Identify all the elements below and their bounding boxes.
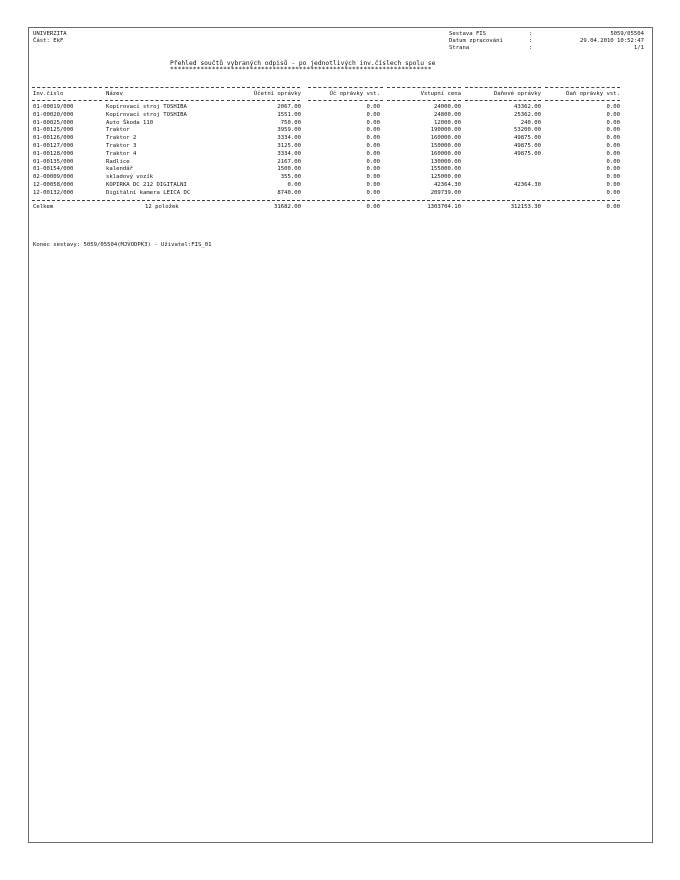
table-cell: Traktor 3 xyxy=(106,143,137,149)
column-rule xyxy=(308,87,383,88)
table-cell: 0.00 xyxy=(606,119,620,126)
table-cell: 0.00 xyxy=(366,158,380,165)
meta-label-date: Datum zpracování xyxy=(449,38,503,44)
total-value: 1303704.10 xyxy=(427,204,461,210)
column-rule xyxy=(227,100,300,101)
table-cell: 01-00135/000 xyxy=(33,158,74,165)
column-rule xyxy=(32,100,102,101)
org-unit: Část: EkF xyxy=(33,38,64,44)
table-cell: 0.00 xyxy=(366,166,380,173)
table-cell: 01-00125/000 xyxy=(33,127,74,134)
table-cell: 150000.00 xyxy=(430,143,461,149)
table-cell: 0.00 xyxy=(366,174,380,181)
table-cell: 43362.00 xyxy=(514,104,541,110)
table-cell: 125000.00 xyxy=(430,174,461,181)
column-rule xyxy=(227,87,300,88)
table-cell: 2067.00 xyxy=(277,104,301,110)
total-value: 31682.00 xyxy=(274,204,301,210)
table-cell: 24800.00 xyxy=(434,111,461,118)
column-header: Inv.číslo xyxy=(33,91,64,97)
table-cell: 750.00 xyxy=(280,119,301,126)
meta-label-page: Strana xyxy=(449,45,470,51)
table-cell: 209739.00 xyxy=(430,189,461,196)
table-cell: 0.00 xyxy=(366,150,380,157)
total-rule xyxy=(32,200,620,201)
report-end-line: Konec sestavy: 5059/05504(MJVODPK3) - Uživatel:FIS_01 xyxy=(33,242,212,248)
table-cell: 0.00 xyxy=(606,189,620,196)
table-cell: 01-00126/000 xyxy=(33,135,74,142)
table-cell: Auto Škoda 110 xyxy=(106,119,154,126)
table-cell: 3334.00 xyxy=(277,150,301,157)
table-cell: 0.00 xyxy=(606,111,620,118)
total-value: 0.00 xyxy=(366,204,380,210)
table-cell: kalendář xyxy=(106,166,133,173)
table-cell: 49875.00 xyxy=(514,143,541,149)
table-cell: 130000.00 xyxy=(430,158,461,165)
table-cell: 3334.00 xyxy=(277,135,301,142)
table-cell: 0.00 xyxy=(606,150,620,157)
column-rule xyxy=(465,100,541,101)
report-title-underline: ********************************************************************* xyxy=(170,66,432,73)
report-page xyxy=(28,27,653,843)
table-cell: 0.00 xyxy=(606,127,620,134)
table-cell: 0.00 xyxy=(287,182,301,188)
meta-sep: : xyxy=(529,31,533,37)
table-cell: 01-00020/000 xyxy=(33,111,74,118)
table-cell: 190000.00 xyxy=(430,127,461,134)
table-cell: 01-00154/000 xyxy=(33,166,74,173)
column-header: Úč oprávky vst. xyxy=(329,91,380,97)
meta-page-number: 1/1 xyxy=(633,45,644,51)
table-cell: 0.00 xyxy=(606,158,620,165)
table-cell: 155000.00 xyxy=(430,166,461,173)
table-cell: 355.00 xyxy=(280,174,301,181)
table-cell: Kopírovací stroj TOSHIBA xyxy=(106,111,187,118)
meta-sep: : xyxy=(529,38,533,44)
table-cell: 49875.00 xyxy=(514,150,541,157)
table-cell: 160000.00 xyxy=(430,135,461,142)
table-cell: Traktor 2 xyxy=(106,135,137,142)
table-cell: Traktor xyxy=(106,127,130,134)
total-count: 12 položek xyxy=(145,204,179,210)
column-rule xyxy=(387,100,461,101)
org-name: UNIVERZITA xyxy=(33,31,67,37)
column-header: Daň oprávky vst. xyxy=(566,91,620,97)
table-cell: 01-00127/000 xyxy=(33,143,74,149)
column-header: Daňové oprávky xyxy=(493,91,541,97)
table-cell: 0.00 xyxy=(366,111,380,118)
column-rule xyxy=(465,87,541,88)
table-cell: 0.00 xyxy=(606,135,620,142)
table-cell: 240.00 xyxy=(520,119,541,126)
table-cell: 0.00 xyxy=(366,189,380,196)
column-rule xyxy=(545,100,620,101)
table-cell: 0.00 xyxy=(366,135,380,142)
table-cell: 0.00 xyxy=(366,143,380,149)
table-cell: 25362.00 xyxy=(514,111,541,118)
column-rule xyxy=(105,87,224,88)
table-cell: 42364.30 xyxy=(514,182,541,188)
table-cell: 49875.00 xyxy=(514,135,541,142)
table-cell: 0.00 xyxy=(366,119,380,126)
column-header: Vstupní cena xyxy=(420,91,461,97)
table-cell: 0.00 xyxy=(606,143,620,149)
table-cell: 3959.00 xyxy=(277,127,301,134)
table-cell: Traktor 4 xyxy=(106,150,137,157)
table-cell: 0.00 xyxy=(366,104,380,110)
table-cell: 02-00009/000 xyxy=(33,174,74,181)
column-rule xyxy=(308,100,383,101)
column-header: Účetní oprávky xyxy=(253,91,301,97)
table-cell: Radlice xyxy=(106,158,130,165)
meta-label-report: Sestava FIS xyxy=(449,31,487,37)
table-cell: Kopírovací stroj TOSHIBA xyxy=(106,104,187,110)
table-cell: 42364.30 xyxy=(434,182,461,188)
table-cell: KOPIRKA DC 212 DIGITALNI xyxy=(106,182,187,188)
table-cell: Digitální kamera LEICA DC xyxy=(106,189,191,196)
table-cell: 0.00 xyxy=(366,182,380,188)
total-label: Celkem xyxy=(33,204,54,210)
column-header: Název xyxy=(106,91,123,97)
table-cell: 01-00128/000 xyxy=(33,150,74,157)
table-cell: 0.00 xyxy=(366,127,380,134)
report-title: Přehled součtů vybraných odpisů - po jednotlivých inv.číslech spolu se xyxy=(170,60,436,67)
table-cell: 53200.00 xyxy=(514,127,541,134)
table-cell: 0.00 xyxy=(606,174,620,181)
column-rule xyxy=(32,87,102,88)
total-value: 312153.30 xyxy=(510,204,541,210)
table-cell: 2167.00 xyxy=(277,158,301,165)
table-cell: 01-00019/000 xyxy=(33,104,74,110)
table-cell: 01-00025/000 xyxy=(33,119,74,126)
total-value: 0.00 xyxy=(606,204,620,210)
table-cell: 12-00058/000 xyxy=(33,182,74,188)
table-cell: 12000.00 xyxy=(434,119,461,126)
table-cell: 1551.00 xyxy=(277,111,301,118)
column-rule xyxy=(545,87,620,88)
table-cell: 1500.00 xyxy=(277,166,301,173)
table-cell: 160000.00 xyxy=(430,150,461,157)
table-cell: 0.00 xyxy=(606,104,620,110)
meta-report-id: 5059/05504 xyxy=(610,31,644,37)
table-cell: 0.00 xyxy=(606,166,620,173)
column-rule xyxy=(387,87,461,88)
table-cell: 12-00132/000 xyxy=(33,189,74,196)
column-rule xyxy=(105,100,224,101)
meta-sep: : xyxy=(529,45,533,51)
meta-processed-date: 29.04.2010 10:52:47 xyxy=(580,38,644,44)
table-cell: 3125.00 xyxy=(277,143,301,149)
table-cell: 24000.00 xyxy=(434,104,461,110)
table-cell: 8740.00 xyxy=(277,189,301,196)
table-cell: 0.00 xyxy=(606,182,620,188)
table-cell: skladový vozík xyxy=(106,174,154,181)
